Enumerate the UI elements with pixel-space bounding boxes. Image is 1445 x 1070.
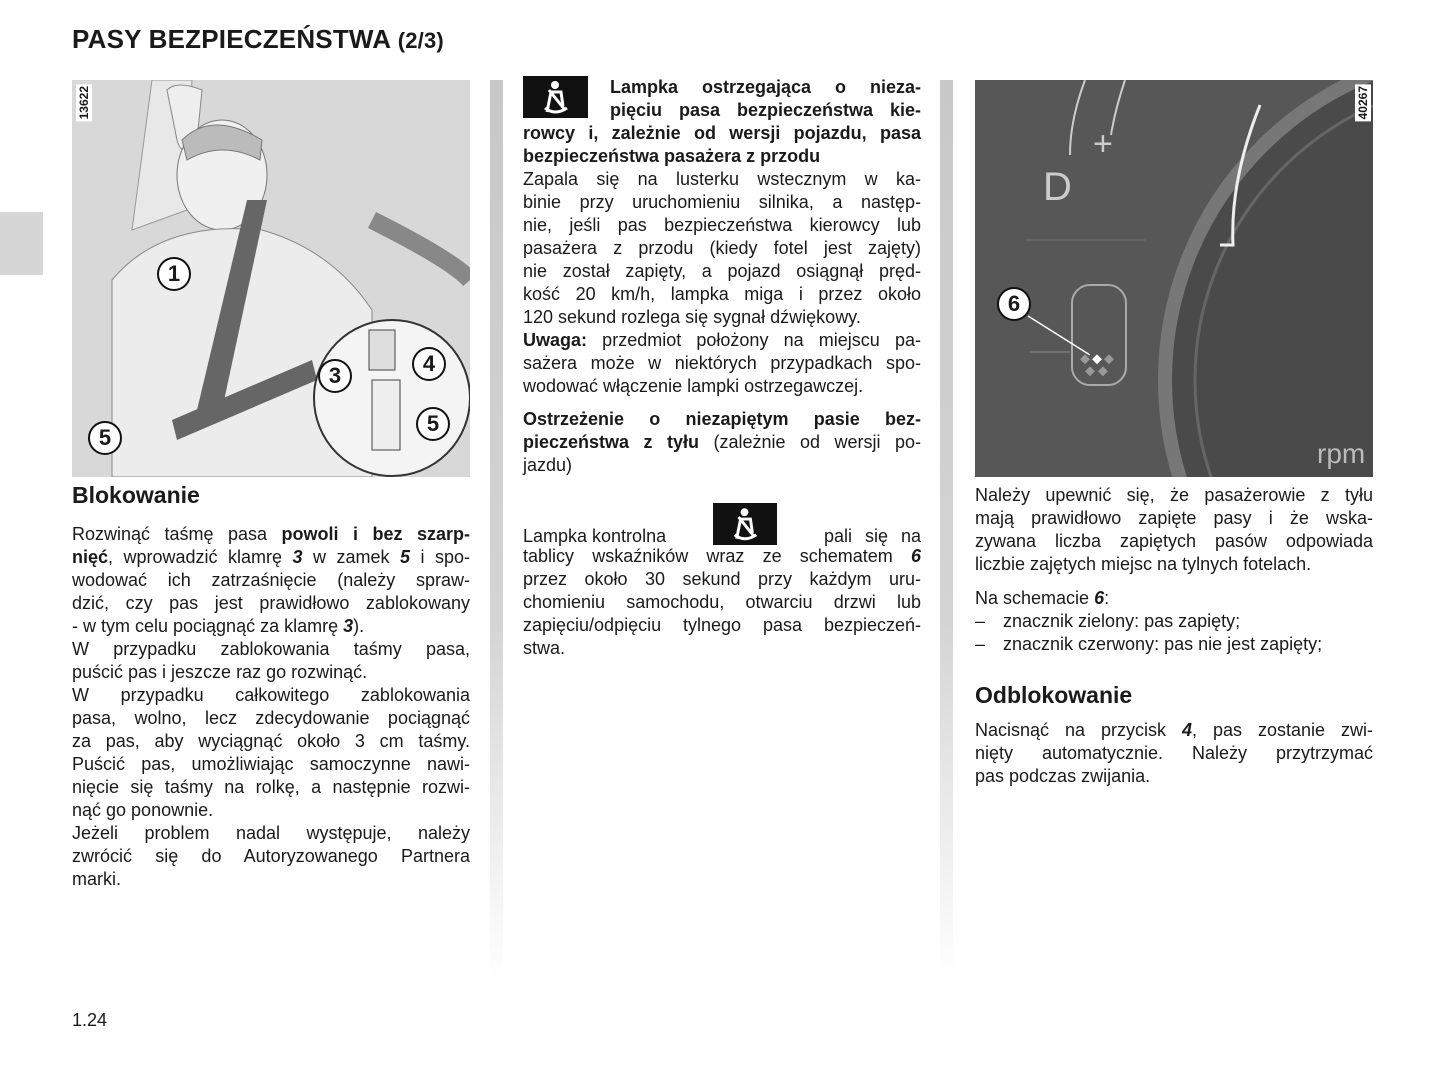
text-segment: - w tym celu pociągnąć za klamrę xyxy=(72,616,344,636)
text-segment: Puścić pas, umożliwiając samoczynne nawi- xyxy=(72,754,470,774)
text-segment: Należy upewnić się, że pasażerowie z tyłu xyxy=(975,485,1373,505)
text-segment: Uwaga: xyxy=(523,330,588,350)
list-item-green: – znacznik zielony: pas zapięty; xyxy=(975,611,1241,631)
text-segment: pasażera z przodu (kiedy fotel jest zajęty) xyxy=(523,238,921,258)
callout-6: 6 xyxy=(997,287,1031,321)
warning-heading-line: Lampka ostrzegająca o nieza- xyxy=(610,77,921,97)
text-line xyxy=(72,730,470,753)
dashboard-illustration xyxy=(975,80,1373,477)
text-line xyxy=(523,591,921,614)
rpm-label: rpm xyxy=(1317,438,1366,469)
text-segment: , pas zostanie zwi- xyxy=(1192,720,1374,740)
text-segment: binie przy uruchomieniu silnika, a następ- xyxy=(523,192,921,212)
rear-warning-heading xyxy=(523,408,921,477)
text-segment: Na schemacie xyxy=(975,588,1095,608)
page-title xyxy=(72,24,444,55)
text-segment: dzić, czy pas jest prawidłowo zablokowany xyxy=(72,593,470,613)
left-column xyxy=(72,484,470,891)
schema-intro xyxy=(975,587,1373,610)
text-line xyxy=(975,484,1373,507)
text-line xyxy=(523,283,921,306)
text-segment: zwrócić się do Autoryzowanego Partnera xyxy=(72,846,470,866)
text-segment: nie, jeśli pas bezpieczeństwa kierowcy lub xyxy=(523,215,921,235)
text-segment: Zapala się na lusterku wstecznym w ka- xyxy=(523,169,921,189)
text-segment: ). xyxy=(353,616,365,636)
text-line xyxy=(72,822,470,845)
text-segment: 3 xyxy=(292,547,303,567)
text-line xyxy=(72,592,470,615)
text-line xyxy=(72,661,470,684)
text-segment: wodować ich zatrzaśnięcie (należy spraw- xyxy=(72,570,470,590)
paragraph xyxy=(72,523,470,638)
text-segment: W przypadku zablokowania taśmy pasa, xyxy=(72,639,470,659)
text-segment: W przypadku całkowitego zablokowania xyxy=(72,685,470,705)
text-line xyxy=(523,568,921,591)
text-line xyxy=(975,765,1373,788)
column-divider xyxy=(490,80,503,980)
text-line xyxy=(523,454,921,477)
text-line xyxy=(523,408,921,431)
title-part: (2/3) xyxy=(397,28,444,53)
section-heading-blokowanie: Blokowanie xyxy=(72,482,200,508)
page-number: 1.24 xyxy=(72,1010,108,1030)
text-line xyxy=(72,707,470,730)
warning-heading-line: rowcy i, zależnie od wersji pojazdu, pasa xyxy=(523,123,921,143)
text-line xyxy=(72,868,470,891)
text-line xyxy=(72,845,470,868)
paragraph xyxy=(72,684,470,822)
seatbelt-indicator-icon xyxy=(713,503,777,545)
plus-label: + xyxy=(1093,125,1113,163)
text-segment: zywana liczba zapiętych pasów odpowiada xyxy=(975,531,1373,551)
text-line xyxy=(523,352,921,375)
text-line xyxy=(523,329,921,352)
column-divider xyxy=(940,80,953,980)
text-segment: pasa, wolno, lecz zdecydowanie pociągnąć xyxy=(72,708,470,728)
text-segment: 3 xyxy=(343,616,354,636)
text-segment: w zamek xyxy=(302,547,400,567)
callout-5: 5 xyxy=(416,407,450,441)
warning-note xyxy=(523,329,921,398)
indicator-text-after: pali się na xyxy=(823,526,921,546)
text-segment: 6 xyxy=(1094,588,1105,608)
unlock-instructions xyxy=(975,719,1373,788)
text-line xyxy=(975,507,1373,530)
warning-description xyxy=(523,168,921,329)
text-line xyxy=(975,553,1373,576)
text-line xyxy=(72,753,470,776)
text-segment: puścić pas i jeszcze raz go rozwinąć. xyxy=(72,662,368,682)
text-segment: 4 xyxy=(1182,720,1193,740)
text-line xyxy=(523,191,921,214)
text-segment: : xyxy=(1104,588,1110,608)
warning-heading-line: bezpieczeństwa pasażera z przodu xyxy=(523,146,821,166)
text-segment: Jeżeli problem nadal występuje, należy xyxy=(72,823,470,843)
callout-3: 3 xyxy=(318,359,352,393)
seatbelt-illustration xyxy=(72,80,470,477)
text-line xyxy=(72,569,470,592)
gear-d-label: D xyxy=(1043,165,1072,209)
text-segment: zapięciu/odpięciu tylnego pasa bezpieczeń- xyxy=(523,615,921,635)
text-segment: marki. xyxy=(72,869,121,889)
callout-1: 1 xyxy=(157,257,191,291)
right-column xyxy=(975,484,1373,788)
paragraph xyxy=(72,822,470,891)
driver-illustration xyxy=(72,80,470,477)
section-tab xyxy=(0,212,43,275)
text-segment: 120 sekund rozlega się sygnał dźwiękowy. xyxy=(523,307,861,327)
middle-column xyxy=(523,76,921,660)
instrument-cluster xyxy=(975,80,1373,477)
text-line xyxy=(523,375,921,398)
text-segment: Rozwinąć taśmę pasa xyxy=(72,524,282,544)
callout-5: 5 xyxy=(88,421,122,455)
text-line xyxy=(975,530,1373,553)
text-line xyxy=(975,719,1373,742)
indicator-text-before: Lampka kontrolna xyxy=(523,526,667,546)
text-segment: jazdu) xyxy=(523,455,573,475)
text-segment: 5 xyxy=(399,547,410,567)
warning-heading-line: pięciu pasa bezpieczeństwa kie- xyxy=(610,100,921,120)
text-segment: , wprowadzić klamrę xyxy=(108,547,293,567)
text-line xyxy=(523,637,921,660)
text-segment: przez około 30 sekund przy każdym uru- xyxy=(523,569,921,589)
text-segment: nięć xyxy=(72,547,109,567)
text-line xyxy=(72,523,470,546)
text-line xyxy=(72,776,470,799)
text-segment: tablicy wskaźników wraz ze schematem xyxy=(523,546,911,566)
text-segment: kość 20 km/h, lampka miga i przez około xyxy=(523,284,921,304)
locking-instructions xyxy=(72,523,470,891)
text-segment: wodować włączenie lampki ostrzegawczej. xyxy=(523,376,864,396)
text-line xyxy=(523,431,921,454)
figure-number: 40267 xyxy=(1356,86,1370,120)
text-segment: nąć go ponownie. xyxy=(72,800,214,820)
text-line xyxy=(975,587,1373,610)
text-line xyxy=(523,614,921,637)
text-line xyxy=(523,306,921,329)
text-line xyxy=(523,214,921,237)
text-segment: liczbie zajętych miejsc na tylnych fotelach. xyxy=(975,554,1312,574)
title-text: PASY BEZPIECZEŃSTWA xyxy=(72,24,391,54)
text-line xyxy=(72,684,470,707)
callout-4: 4 xyxy=(412,347,446,381)
text-segment: i spo- xyxy=(410,547,470,567)
text-segment: nie został zapięty, a pojazd osiągnął pręd- xyxy=(523,261,921,281)
text-segment: stwa. xyxy=(523,638,566,658)
text-line xyxy=(523,260,921,283)
text-line xyxy=(523,545,921,568)
figure-number: 13622 xyxy=(77,86,91,120)
seatbelt-warning-icon xyxy=(523,76,588,118)
text-segment: chomieniu samochodu, otwarciu drzwi lub xyxy=(523,592,921,612)
text-line xyxy=(975,742,1373,765)
text-line xyxy=(523,237,921,260)
text-segment: Ostrzeżenie o niezapiętym pasie bez- xyxy=(523,409,921,429)
text-segment: nięcie się taśmy na rolkę, a następnie rozwi- xyxy=(72,777,470,797)
text-line xyxy=(523,168,921,191)
text-line xyxy=(72,615,470,638)
rear-passenger-check xyxy=(975,484,1373,576)
text-segment: sażera może w niektórych przypadkach spo- xyxy=(523,353,921,373)
text-line xyxy=(72,799,470,822)
paragraph xyxy=(72,638,470,684)
text-segment: za pas, aby wyciągnąć około 3 cm taśmy. xyxy=(72,731,470,751)
indicator-description xyxy=(523,545,921,660)
text-line xyxy=(72,638,470,661)
text-line xyxy=(72,546,470,569)
text-segment: przedmiot położony na miejscu pa- xyxy=(587,330,921,350)
text-segment: pieczeństwa z tyłu xyxy=(523,432,700,452)
text-segment: Nacisnąć na przycisk xyxy=(975,720,1182,740)
section-heading-odblokowanie: Odblokowanie xyxy=(975,682,1133,708)
indicator-line xyxy=(523,503,921,545)
list-item-red: – znacznik czerwony: pas nie jest zapięty; xyxy=(975,634,1323,654)
text-segment: pas podczas zwijania. xyxy=(975,766,1151,786)
text-segment: (zależnie od wersji po- xyxy=(699,432,922,452)
text-segment: mają prawidłowo zapięte pasy i że wska- xyxy=(975,508,1373,528)
text-segment: nięty automatycznie. Należy przytrzymać xyxy=(975,743,1373,763)
text-segment: 6 xyxy=(910,546,921,566)
text-segment: powoli i bez szarp- xyxy=(281,524,470,544)
